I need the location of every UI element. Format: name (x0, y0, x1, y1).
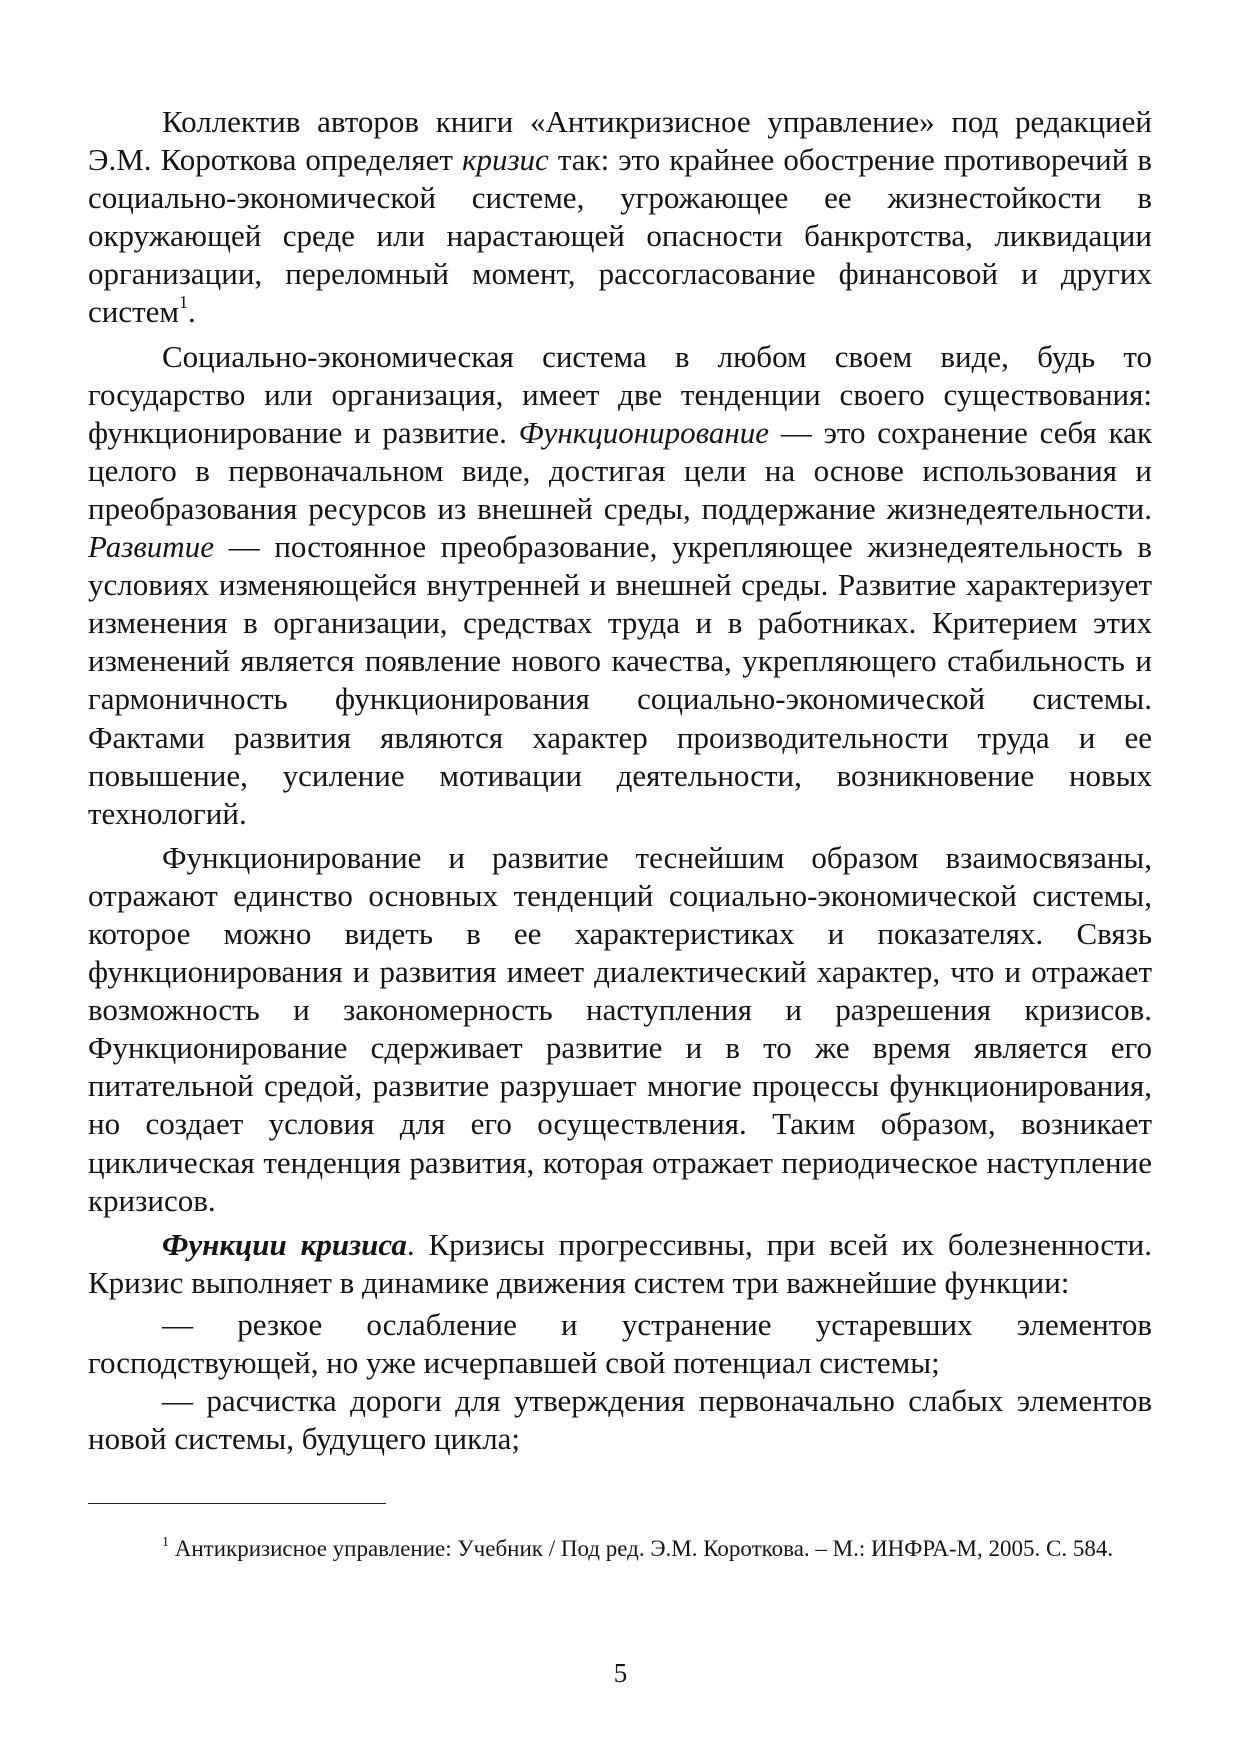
paragraph-text: Кризисы прогрессивны, при всей их болезненности. Кризис выполняет в динамике движения систем три важнейшие функции: (88, 1226, 1152, 1300)
paragraph-text: — постоянное преобразование, укрепляющее жизнедеятельность в условиях изменяющейся внутренней и внешней среды. Развитие характеризует изменения в организации, средствах труда и в работниках. Критерием этих изменений является появление нового качества, укрепляющего стабильность и гармоничность функционирования социально-экономической системы. Фактами развития являются характер производительности труда и ее повышение, усиление мотивации деятельности, возникновение новых технологий. (88, 529, 1152, 831)
paragraph-text: Коллектив авторов книги «Антикризисное управление» под редакцией Э.М. Короткова определяет (88, 104, 1152, 178)
paragraph-crisis-functions (88, 1226, 1152, 1302)
footnote-text: Антикризисное управление: Учебник / Под ред. Э.М. Короткова. – М.: ИНФРА-М, 2005. С. 584. (169, 1536, 1114, 1561)
paragraph-text: . (188, 294, 196, 330)
paragraph-text: — это сохранение себя как целого в первоначальном виде, достигая цели на основе использования и преобразования ресурсов из внешней среды, поддержание жизнедеятельности. (88, 414, 1152, 526)
paragraph-interrelation (88, 839, 1152, 1220)
footnote (88, 1524, 1152, 1574)
heading-crisis-functions: Функции кризиса (162, 1226, 407, 1262)
term-crisis: кризис (461, 142, 549, 178)
paragraph-system-tendencies (88, 338, 1152, 833)
paragraph-text: . (406, 1226, 415, 1262)
term-development: Развитие (88, 529, 214, 565)
page-body (88, 103, 1152, 1458)
footnote-marker: 1 (162, 1535, 169, 1550)
list-item: — расчистка дороги для утверждения первоначально слабых элементов новой системы, будущего цикла; (88, 1383, 1152, 1457)
paragraph-text: Социально-экономическая система в любом своем виде, будь то государство или организация, имеет две тенденции своего существования: функционирование и развитие. (88, 338, 1152, 450)
footnote-separator (88, 1503, 386, 1504)
paragraph-text: Функционирование и развитие теснейшим образом взаимосвязаны, отражают единство основных тенденций социально-экономической системы, которое можно видеть в ее характеристиках и показателях. Связь функционирования и развития имеет диалектический характер, что и отражает возможность и закономерность наступления и разрешения кризисов. Функционирование сдерживает развитие и в то же время является его питательной средой, развитие разрушает многие процессы функционирования, но создает условия для его осуществления. Таким образом, возникает циклическая тенденция развития, которая отражает периодическое наступление кризисов. (88, 839, 1152, 1218)
term-functioning: Функционирование (518, 414, 769, 450)
paragraph-crisis-definition (88, 103, 1152, 332)
paragraph-text: так: это крайнее обострение противоречий в социально-экономической системе, угрожающее ее жизнестойкости в окружающей среде или нарастающей опасности банкротства, ликвидации организации, переломный момент, рассогласование финансовой и других систем (88, 142, 1152, 330)
footnote-reference[interactable]: 1 (179, 292, 189, 313)
list-item: — резкое ослабление и устранение устаревших элементов господствующей, но уже исчерпавшей свой потенциал системы; (88, 1306, 1152, 1380)
page-number: 5 (613, 1658, 628, 1688)
